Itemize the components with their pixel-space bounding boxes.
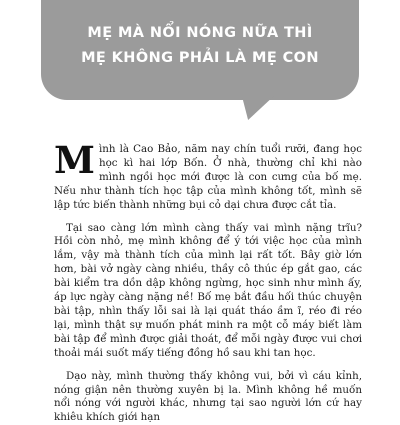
drop-cap: M: [54, 138, 95, 182]
chapter-body: [54, 138, 362, 425]
speech-bubble-tail: [234, 96, 274, 120]
paragraph-2: Tại sao càng lớn mình càng thấy vai mình nặng trĩu? Hồi còn nhỏ, mẹ mình không để ý tới việc học của mình lắm, vậy mà thành tích của mình lại rất tốt. Bây giờ lớn hơn, bài vở ngày càng nhiều, thầy cô thúc ép gắt gao, các bài kiểm tra dồn dập không ngừng, học sinh như mình ấy, áp lực ngày càng nặng nề! Bố mẹ bắt đầu hối thúc chuyện bài tập, nhìn thấy lỗi sai là lại quát tháo ầm ĩ, réo đi réo lại, mình thật sự muốn phát minh ra một cỗ máy biết làm bài tập để mình được giải thoát, để mỗi ngày được vui chơi thoải mái suốt mấy tiếng đồng hồ sau khi tan học.: [54, 221, 362, 359]
chapter-title-line-1: MẸ MÀ NỔI NÓNG NỮA THÌ: [87, 25, 313, 41]
title-speech-bubble: [41, 0, 359, 100]
paragraph-1-text: ình là Cao Bảo, năm nay chín tuổi rưỡi, đang học học kì hai lớp Bốn. Ở nhà, thường chỉ khi nào mình ngồi học mới được là con cưng của bố mẹ. Nếu như thành tích học tập của mình không tốt, mình sẽ lập tức biến thành những bụi cỏ dại chưa được cắt tỉa.: [54, 143, 362, 211]
chapter-title-line-2: MẸ KHÔNG PHẢI LÀ MẸ CON: [81, 50, 319, 66]
paragraph-3: Dạo này, mình thường thấy không vui, bởi vì cáu kỉnh, nóng giận nên thường xuyên bị la. Mình không hề muốn nổi nóng với người khác, nhưng tại sao người lớn cứ hay khiêu khích giới hạn: [54, 369, 362, 424]
paragraph-1: [54, 138, 362, 213]
